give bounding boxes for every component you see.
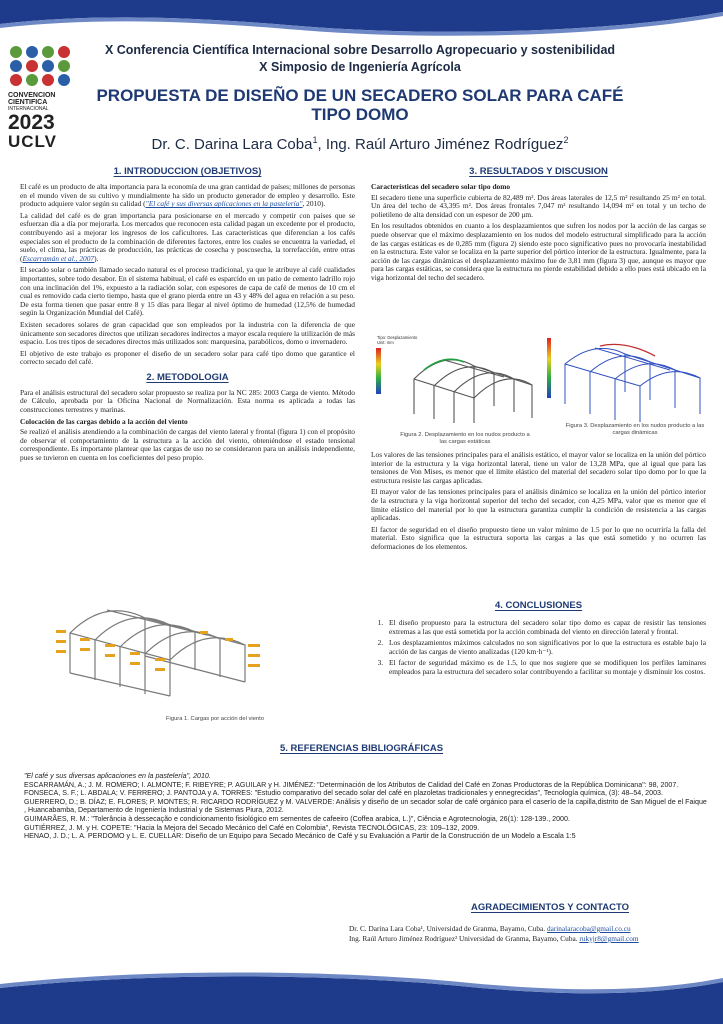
intro-paragraph-5: El objetivo de este trabajo es proponer el diseño de un secadero solar para café tipo domo que garantice el correcto secado del café.	[20, 348, 355, 367]
top-wave-banner	[0, 0, 723, 40]
references-list	[24, 772, 708, 841]
acknowledgements-heading: AGRADECIMIENTOS Y CONTACTO	[471, 902, 629, 913]
method-paragraph-1: Para el análisis estructural del secadero solar propuesto se realiza por la NC 285: 2003 Carga de viento. Método de Cálculo, aprobada por la Oficina Nacional de Normalización. Esta norma es aplicada a todas las construcciones terrestres y marinas.	[20, 387, 355, 415]
figure-2-legend	[377, 335, 417, 345]
intro-paragraph-2	[20, 212, 355, 264]
logo-org: UCLV	[8, 132, 58, 151]
conclusions-block	[371, 600, 706, 680]
results-paragraph-3: Los valores de las tensiones principales para el análisis estático, el mayor valor se localiza en la unión del pórtico interior de la estructura y la viga horizontal lateral, tiene un valor de 13,28 MPa, que al igual que para las tensiones de Von Mises, es menor que el límite elástico del material del secadero solar tipo domo por lo que la estructura resiste las cargas aplicadas.	[371, 450, 706, 485]
author2-sup: 2	[563, 135, 569, 145]
intro-p2-end: ).	[94, 253, 99, 263]
right-column-middle	[371, 451, 706, 555]
author-separator: ,	[317, 136, 326, 153]
intro-paragraph-3: El secado solar o también llamado secado natural es el proceso tradicional, ya que le atribuye al café cualidades importantes, sobre todo desabor. En el sistema habitual, el café es esparcido en un patio de cemento ladrillo rojo con una inclinación del 1%, expuesto a la radiación solar, con espesores de capa de café de menos de 10 cm el cual es removido cada cierto tiempo, hasta que el grano pierda entre un 43 y 48% del agua en relación a su peso. De esta forma tienen que pasar entre 8 y 15 días para llegar al nivel óptimo de humedad (12,5% de humedad según la Organización Mundial del Café).	[20, 265, 355, 318]
contact-2-text: Ing. Raúl Arturo Jiménez Rodríguez² Universidad de Granma, Bayamo, Cuba.	[349, 934, 578, 943]
left-column	[20, 166, 355, 466]
figure-3-dynamic-displacement-image	[545, 334, 705, 424]
figure-3-caption: Figura 3. Desplazamiento en los nudos producto a las cargas dinámicas	[565, 423, 705, 436]
contact-line-1	[349, 924, 714, 934]
results-paragraph-5: El factor de seguridad en el diseño propuesto tiene un valor mínimo de 1.5 por lo que no ocurriría la falla del material. Esto significa que la estructura soporta las cargas a las que está sometido y no ocurren las deformaciones de los elementos.	[371, 524, 706, 551]
figure-1-caption: Figura 1. Cargas por acción del viento	[166, 716, 264, 722]
conference-title	[80, 42, 640, 76]
figure-2-static-displacement-image	[374, 334, 534, 424]
references-heading: 5. REFERENCIAS BIBLIOGRÁFICAS	[279, 743, 444, 754]
conclusions-list	[371, 619, 706, 677]
method-subheading: Colocación de las cargas debido a la acción del viento	[20, 416, 188, 426]
method-heading: 2. METODOLOGIA	[146, 371, 229, 383]
conference-line1: X Conferencia Científica Internacional sobre Desarrollo Agropecuario y sostenibilidad	[104, 43, 616, 57]
intro-paragraph-1	[20, 183, 355, 209]
reference-item: GUTIÉRREZ, J. M. y H. COPETE: "Hacia la Mejora del Secado Mecánico del Café en Colombia", Revista TECNOLÓGICAS, 23: 109–132, 2009.	[24, 823, 480, 832]
intro-p2-citation[interactable]: Escarramán et al., 2007	[22, 253, 95, 263]
reference-item: ESCARRAMÁN, A.; J. M. ROMERO; I. ALMONTE; F. RIBEYRE; P. AGUILAR y H. JIMÉNEZ: "Determinación de los Atributos de Calidad del Café en Zonas Productoras de la República Dominicana": 98, 2007.	[24, 780, 679, 789]
conclusion-item: 3. El factor de seguridad máximo es de 1.5, lo que nos sugiere que se modifiquen los perfiles laminares empleados para la estructura del secadero solar contribuyendo a facilitar su montaje y disminuir los costos.	[385, 659, 706, 676]
logo-line2: CIENTIFICA	[8, 99, 48, 106]
results-paragraph-2: En los resultados obtenidos en cuanto a los desplazamientos que sufren los nodos por la acción de las cargas se puede observar que el máximo desplazamiento en los nudos del modelo estructural simplificado para la acción de las cargas estáticas es de 0,285 mm (figura 2) siendo este poco significativo pues no provocaría inestabilidad en la estructura. Este valor se localiza en la parte superior del pórtico interior de la estructura. Igualmente, para la acción de las cargas dinámicas el desplazamiento máximo fue de 3,81 mm (figura 3) que, aunque es mayor que para las cargas estáticas, se considera que la estructura no pierde estabilidad debido a ello pues está ubicado en la viga horizontal del techo del secadero.	[371, 221, 706, 282]
results-subheading: Características del secadero solar tipo domo	[371, 182, 511, 191]
results-paragraph-4: El mayor valor de las tensiones principales para el análisis dinámico se localiza en la unión del pórtico interior de la estructura y la viga horizontal superior del techo del secador, con 4,25 MPa, valor que es menor que el límite elástico del material por lo que la estructura garantiza cumplir la condición de resistencia a las cargas aplicadas.	[371, 487, 706, 523]
intro-p1-text: El café es un producto de alta importancia para la economía de una gran cantidad de países; millones de personas en el mundo viven de su cultivo y mundialmente ha sido un producto generador de empleo y desarrollo. Este producto adquiere valor según su calidad (	[20, 182, 355, 209]
authors-line	[80, 135, 640, 153]
contact-1-text: Dr. C. Darina Lara Coba¹, Universidad de Granma, Bayamo, Cuba.	[349, 924, 546, 933]
reference-item: FONSECA, S. F.; L. ABDALA; V. FERRERO; J. PANTOJA y A. TORRES: "Estudio comparativo del secado solar del café en plazoletas tradicionales y ennegrecidas", Tecnología química, (3): 48–54, 2003.	[24, 789, 663, 798]
conference-line2: X Simposio de Ingeniería Agrícola	[259, 60, 461, 74]
title-line2: TIPO DOMO	[311, 105, 409, 124]
results-paragraph-1: El secadero tiene una superficie cubierta de 82,489 m². Dos áreas laterales de 12,5 m² resultando 25 m² en total. Un área del techo de 43,395 m². Dos áreas frontales 7,047 m² resultando 14,094 m² en total y un techo de polietileno de alta densidad con un espesor de 200 μm.	[371, 192, 706, 219]
author1-sup: 1	[312, 135, 318, 145]
logo-line3: INTERNACIONAL	[8, 106, 49, 112]
bottom-wave-banner	[0, 968, 723, 1024]
convention-logo-icon	[10, 44, 70, 88]
conclusion-item: 1. El diseño propuesto para la estructura del secadero solar tipo domo es capaz de resistir las tensiones extremas a las que está sometida por la acción combinada del viento en dirección lateral y frontal.	[385, 619, 706, 636]
poster-title	[80, 86, 640, 124]
reference-item: "El café y sus diversas aplicaciones en la pastelería", 2010.	[24, 772, 211, 780]
intro-heading: 1. INTRODUCCION (OBJETIVOS)	[113, 166, 262, 177]
logo-year: 2023	[8, 111, 55, 134]
intro-p1-citation[interactable]: "El café y sus diversas aplicaciones en la pastelería"	[145, 199, 303, 209]
convention-logo-text	[8, 92, 78, 150]
contact-2-email-link[interactable]: rukyjr8@gmail.com	[579, 934, 639, 943]
right-column-top	[371, 166, 706, 286]
figure-1-wind-loads-image	[50, 578, 270, 698]
title-line1: PROPUESTA DE DISEÑO DE UN SECADERO SOLAR PARA CAFÉ	[96, 86, 624, 105]
conclusion-item: 2. Los desplazamientos máximos calculados no son significativos por lo que la estructura es estable bajo la acción de las cargas de viento analizadas (120 km·h⁻¹).	[385, 639, 706, 656]
figure-2-caption: Figura 2. Desplazamiento en los nudos producto a las cargas estáticas	[400, 432, 530, 445]
results-heading: 3. RESULTADOS Y DISCUSION	[469, 166, 608, 177]
author2: Ing. Raúl Arturo Jiménez Rodríguez	[325, 136, 564, 153]
method-paragraph-2: Se realizó el análisis atendiendo a la combinación de cargas del viento lateral y frontal (figura 1) con el propósito de observar el comportamiento de la estructura a la acción del viento, obteniéndose el estado tensional correspondiente. Es importante plantear que las cargas de uso no se consideraron para un análisis independiente, pues se tuvieron en cuenta en los coeficientes del peso propio.	[20, 427, 355, 463]
conclusions-heading: 4. CONCLUSIONES	[494, 600, 583, 611]
acknowledgements-contact	[349, 924, 714, 944]
intro-p1-end: , 2010).	[302, 199, 326, 209]
reference-item: GUIMARÃES, R. M.: "Tolerância à dessecação e condicionamento fisiológico em sementes de cafeeiro (Coffea arabica, L.)", Ciência e Agrotecnologia, 26(1): 128-139., 2000.	[24, 814, 570, 823]
reference-item: HENAO, J. D.; L. A. PERDOMO y L. E. CUELLAR: Diseño de un Equipo para Secado Mecánico de Café y su Evaluación a Partir de la Construcción de un Modelo a Escala 1:5	[24, 832, 576, 841]
contact-line-2	[349, 934, 714, 944]
intro-p2-text: La calidad del café es de gran importancia para posicionarse en el mercado y competir con países que se esfuerzan día a día por mejorarla. Los mercados que reconocen esta calidad pagan un excedente por el producto, contribuyendo así a mejorar los ingresos de los caficultores. Las características que diferencian a los cafés especiales son el producto de la combinación de diferentes factores, entre los cuales se encuentra la variedad, el suelo, el clima, las prácticas de producción, las prácticas de cosecha y poscosecha, la torrefacción, entre otras (	[20, 210, 355, 263]
logo-line1: CONVENCION	[8, 92, 56, 99]
figure-2-legend-type: Tipo: Desplazamiento	[377, 335, 418, 340]
intro-paragraph-4: Existen secadores solares de gran capacidad que son empleados por la industria con la diferencia de que únicamente son secadores directos que utilizan secadores indirectos a mayor escala requiere la utilización de más espacio. Los tres tipos de secadores directos más utilizados son: marquesina, parabólicos, domo o invernadero.	[20, 319, 355, 347]
contact-1-email-link[interactable]: darinalaracoba@gmail.co.cu	[546, 924, 631, 933]
figure-2-legend-unit: Unit: mm	[377, 340, 394, 345]
reference-item: GUERRERO, D.; B. DÍAZ; E. FLORES; P. MONTES; R. RICARDO RODRÍGUEZ y M. VALVERDE: Análisis y diseño de un secador solar de café orgánico para el caserío de la capilla,distrito de San Miguel de el Faique , Huancabamba, Departamento de Ingeniería Industrial y de Sistemas Piura, 2012.	[24, 797, 707, 815]
author1: Dr. C. Darina Lara Coba	[151, 136, 313, 153]
